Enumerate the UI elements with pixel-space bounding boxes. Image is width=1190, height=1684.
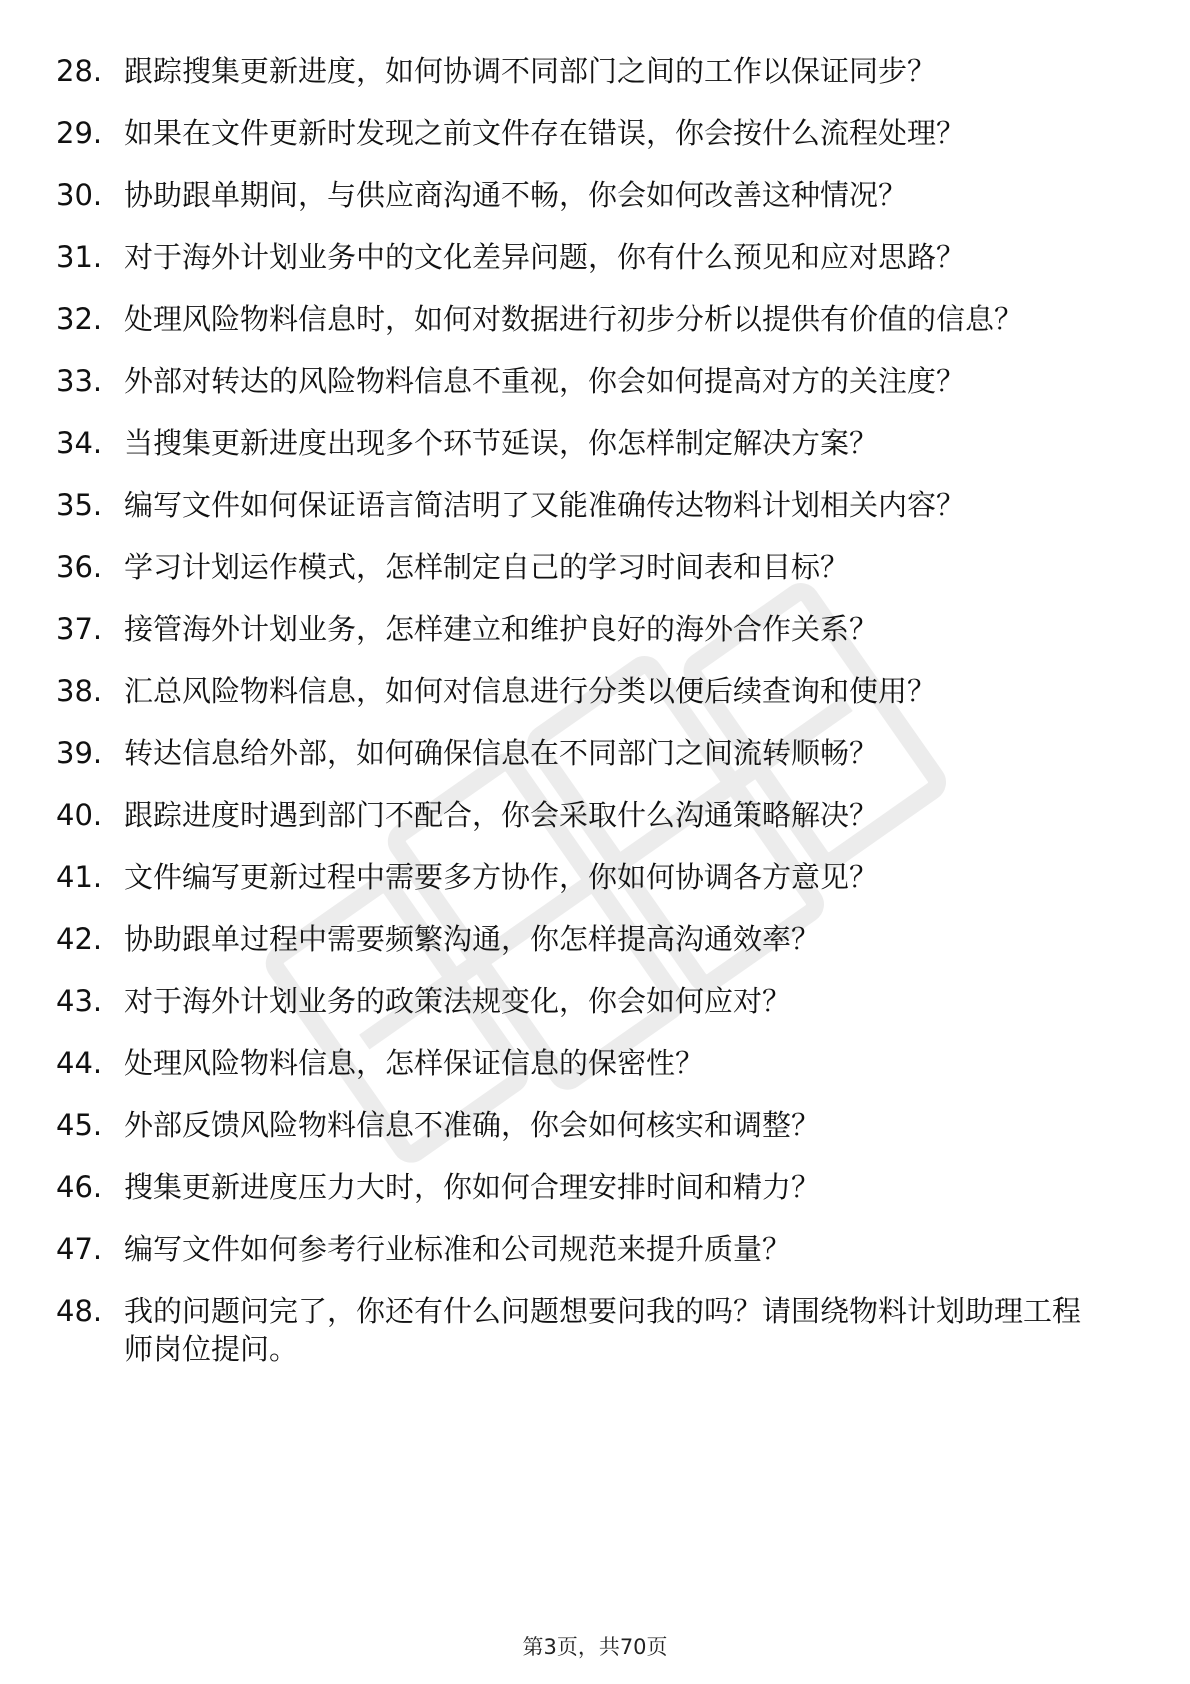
question-text: 外部反馈风险物料信息不准确，你会如何核实和调整？ xyxy=(124,1108,821,1142)
question-number: 34. xyxy=(56,426,103,460)
question-text: 学习计划运作模式，怎样制定自己的学习时间表和目标？ xyxy=(124,550,850,584)
page-footer xyxy=(0,1633,1190,1661)
list-item xyxy=(0,238,1190,276)
question-text: 如果在文件更新时发现之前文件存在错误，你会按什么流程处理？ xyxy=(124,116,966,150)
question-number: 40. xyxy=(56,798,103,832)
page-number-label: 第3页，共70页 xyxy=(522,1635,668,1659)
list-item xyxy=(0,486,1190,524)
question-text: 当搜集更新进度出现多个环节延误，你怎样制定解决方案？ xyxy=(124,426,879,460)
question-number: 45. xyxy=(56,1108,103,1142)
list-item xyxy=(0,1106,1190,1144)
question-number: 29. xyxy=(56,116,103,150)
question-text: 协助跟单过程中需要频繁沟通，你怎样提高沟通效率？ xyxy=(124,922,821,956)
question-text: 文件编写更新过程中需要多方协作，你如何协调各方意见？ xyxy=(124,860,879,894)
list-item xyxy=(0,300,1190,338)
question-number: 43. xyxy=(56,984,103,1018)
list-item xyxy=(0,548,1190,586)
question-text: 跟踪进度时遇到部门不配合，你会采取什么沟通策略解决？ xyxy=(124,798,879,832)
question-number: 48. xyxy=(56,1294,103,1328)
list-item xyxy=(0,610,1190,648)
list-item xyxy=(0,424,1190,462)
list-item xyxy=(0,796,1190,834)
list-item xyxy=(0,734,1190,772)
list-item xyxy=(0,362,1190,400)
question-list xyxy=(0,52,1190,1392)
question-text: 汇总风险物料信息，如何对信息进行分类以便后续查询和使用？ xyxy=(124,674,937,708)
question-text: 转达信息给外部，如何确保信息在不同部门之间流转顺畅？ xyxy=(124,736,879,770)
question-number: 37. xyxy=(56,612,103,646)
question-number: 44. xyxy=(56,1046,103,1080)
question-text: 协助跟单期间，与供应商沟通不畅，你会如何改善这种情况？ xyxy=(124,178,908,212)
question-text: 编写文件如何参考行业标准和公司规范来提升质量？ xyxy=(124,1232,792,1266)
question-number: 36. xyxy=(56,550,103,584)
question-text: 跟踪搜集更新进度，如何协调不同部门之间的工作以保证同步？ xyxy=(124,54,937,88)
question-text: 编写文件如何保证语言简洁明了又能准确传达物料计划相关内容？ xyxy=(124,488,966,522)
question-text: 处理风险物料信息时，如何对数据进行初步分析以提供有价值的信息？ xyxy=(124,302,1024,336)
list-item xyxy=(0,858,1190,896)
question-number: 35. xyxy=(56,488,103,522)
question-text: 对于海外计划业务的政策法规变化，你会如何应对？ xyxy=(124,984,792,1018)
list-item xyxy=(0,1230,1190,1268)
question-text: 我的问题问完了，你还有什么问题想要问我的吗？请围绕物料计划助理工程师岗位提问。 xyxy=(124,1294,1082,1366)
question-number: 38. xyxy=(56,674,103,708)
question-text: 对于海外计划业务中的文化差异问题，你有什么预见和应对思路？ xyxy=(124,240,966,274)
question-number: 31. xyxy=(56,240,103,274)
list-item xyxy=(0,52,1190,90)
question-number: 47. xyxy=(56,1232,103,1266)
list-item xyxy=(0,1044,1190,1082)
question-text: 处理风险物料信息，怎样保证信息的保密性？ xyxy=(124,1046,705,1080)
question-number: 28. xyxy=(56,54,103,88)
question-number: 32. xyxy=(56,302,103,336)
list-item xyxy=(0,1168,1190,1206)
list-item xyxy=(0,672,1190,710)
list-item xyxy=(0,176,1190,214)
question-number: 39. xyxy=(56,736,103,770)
question-text: 搜集更新进度压力大时，你如何合理安排时间和精力？ xyxy=(124,1170,821,1204)
list-item xyxy=(0,982,1190,1020)
question-number: 30. xyxy=(56,178,103,212)
question-number: 46. xyxy=(56,1170,103,1204)
question-number: 41. xyxy=(56,860,103,894)
list-item xyxy=(0,920,1190,958)
question-text: 外部对转达的风险物料信息不重视，你会如何提高对方的关注度？ xyxy=(124,364,966,398)
question-text: 接管海外计划业务，怎样建立和维护良好的海外合作关系？ xyxy=(124,612,879,646)
question-number: 33. xyxy=(56,364,103,398)
list-item xyxy=(0,1292,1190,1368)
question-number: 42. xyxy=(56,922,103,956)
list-item xyxy=(0,114,1190,152)
